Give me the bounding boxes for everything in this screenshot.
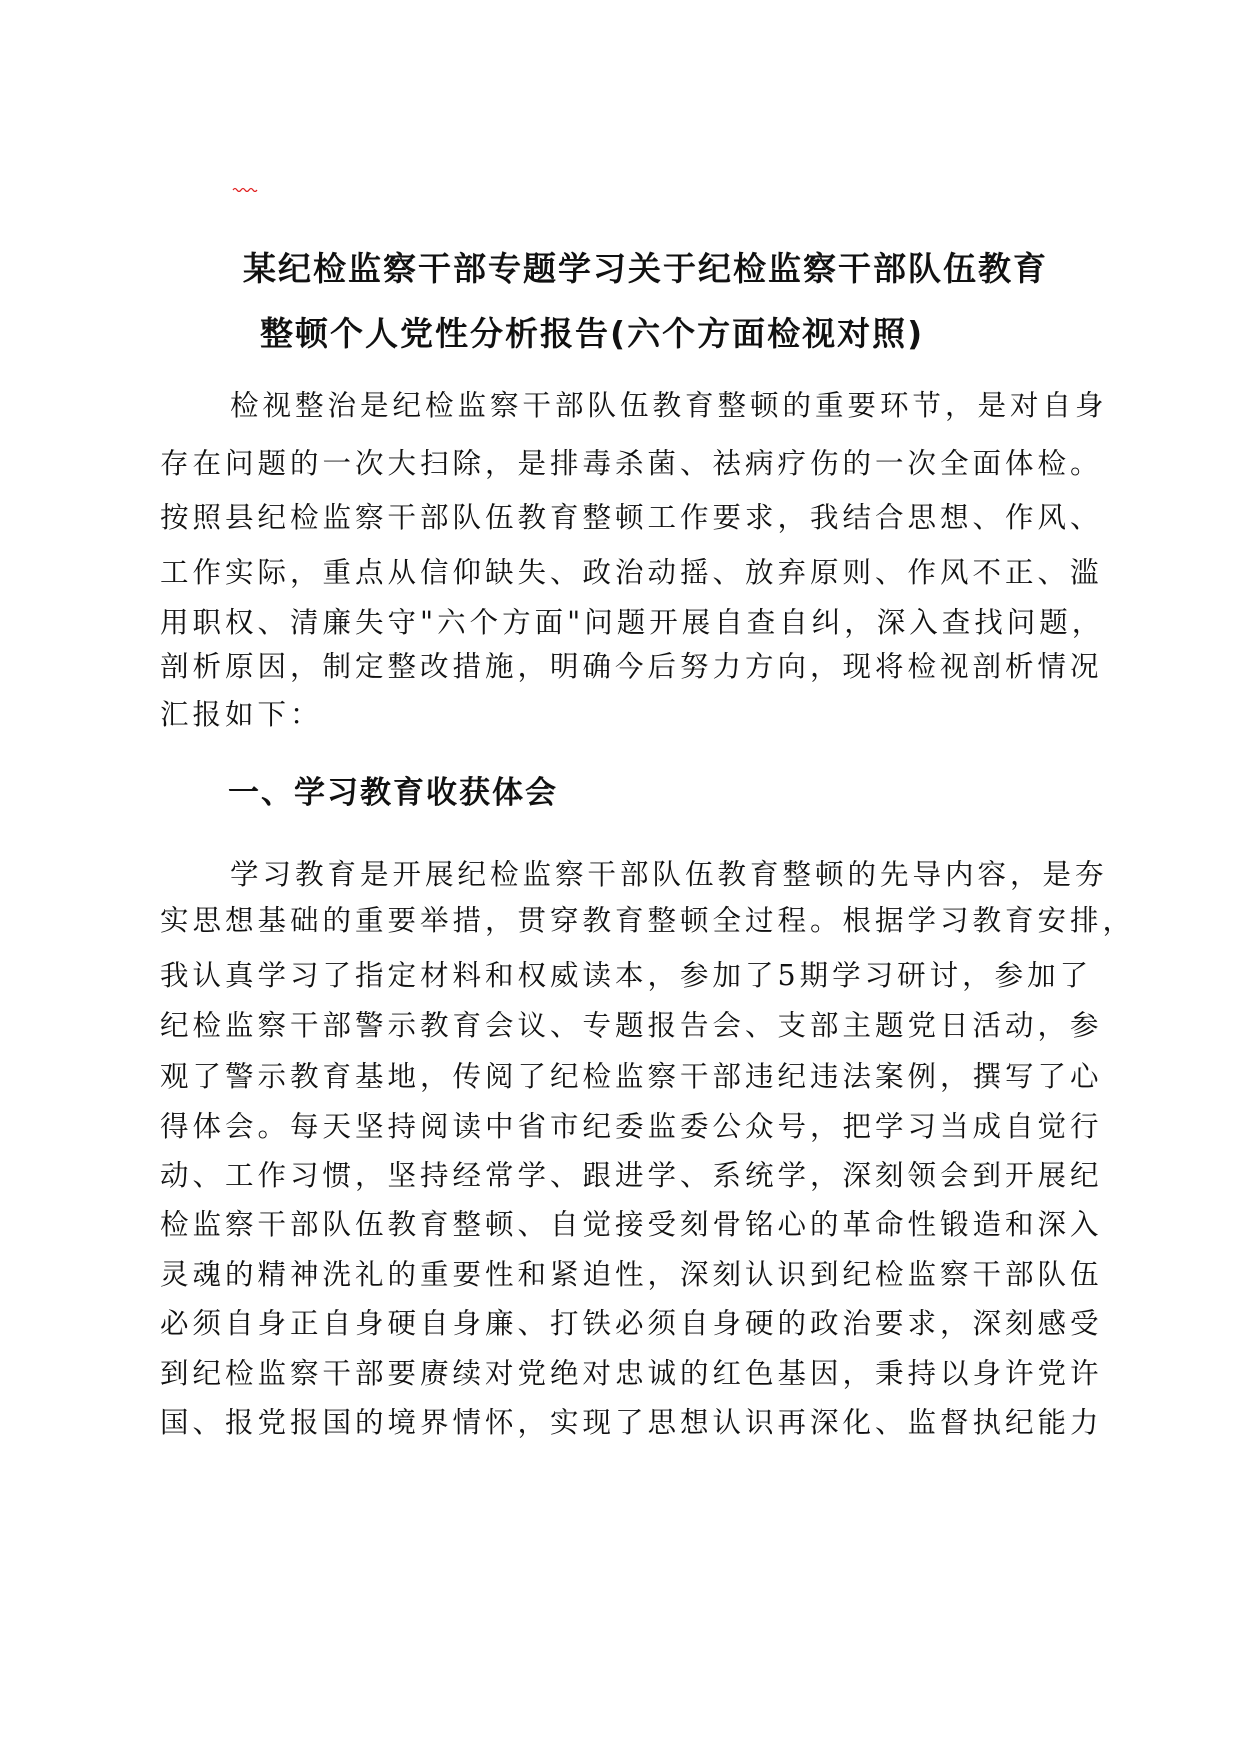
document-title-line-2: 整顿个人党性分析报告(六个方面检视对照) [260,314,925,353]
section-1-paragraph-line: 纪检监察干部警示教育会议、专题报告会、支部主题党日活动，参 [160,1009,1103,1042]
section-1-paragraph-line: 检监察干部队伍教育整顿、自觉接受刻骨铭心的革命性锻造和深入 [160,1208,1103,1241]
intro-paragraph-line: 汇报如下： [160,698,323,731]
section-1-paragraph-line: 国、报党报国的境界情怀，实现了思想认识再深化、监督执纪能力 [160,1406,1103,1439]
section-1-paragraph-line: 必须自身正自身硬自身廉、打铁必须自身硬的政治要求，深刻感受 [160,1307,1103,1340]
document-title-line-1: 某纪检监察干部专题学习关于纪检监察干部队伍教育 [243,249,1048,288]
red-scribble-mark [232,186,258,192]
section-1-paragraph-line: 我认真学习了指定材料和权威读本，参加了5期学习研讨，参加了 [160,959,1093,992]
intro-paragraph-line: 工作实际，重点从信仰缺失、政治动摇、放弃原则、作风不正、滥 [160,556,1103,589]
intro-paragraph-line: 按照县纪检监察干部队伍教育整顿工作要求，我结合思想、作风、 [160,501,1103,534]
section-1-paragraph-line: 动、工作习惯，坚持经常学、跟进学、系统学，深刻领会到开展纪 [160,1159,1103,1192]
section-1-heading: 一、学习教育收获体会 [228,775,558,811]
section-1-paragraph-line: 到纪检监察干部要赓续对党绝对忠诚的红色基因，秉持以身许党许 [160,1357,1103,1390]
section-1-paragraph-line: 得体会。每天坚持阅读中省市纪委监委公众号，把学习当成自觉行 [160,1110,1103,1143]
section-1-paragraph-line: 观了警示教育基地，传阅了纪检监察干部违纪违法案例，撰写了心 [160,1060,1103,1093]
section-1-paragraph-line: 灵魂的精神洗礼的重要性和紧迫性，深刻认识到纪检监察干部队伍 [160,1258,1103,1291]
intro-paragraph-line: 用职权、清廉失守"六个方面"问题开展自查自纠，深入查找问题， [160,606,1105,639]
section-1-paragraph-line: 学习教育是开展纪检监察干部队伍教育整顿的先导内容，是夯 [230,858,1108,891]
intro-paragraph-line: 检视整治是纪检监察干部队伍教育整顿的重要环节，是对自身 [230,389,1108,422]
intro-paragraph-line: 剖析原因，制定整改措施，明确今后努力方向，现将检视剖析情况 [160,650,1103,683]
section-1-paragraph-line: 实思想基础的重要举措，贯穿教育整顿全过程。根据学习教育安排， [160,904,1136,937]
intro-paragraph-line: 存在问题的一次大扫除，是排毒杀菌、祛病疗伤的一次全面体检。 [160,447,1103,480]
